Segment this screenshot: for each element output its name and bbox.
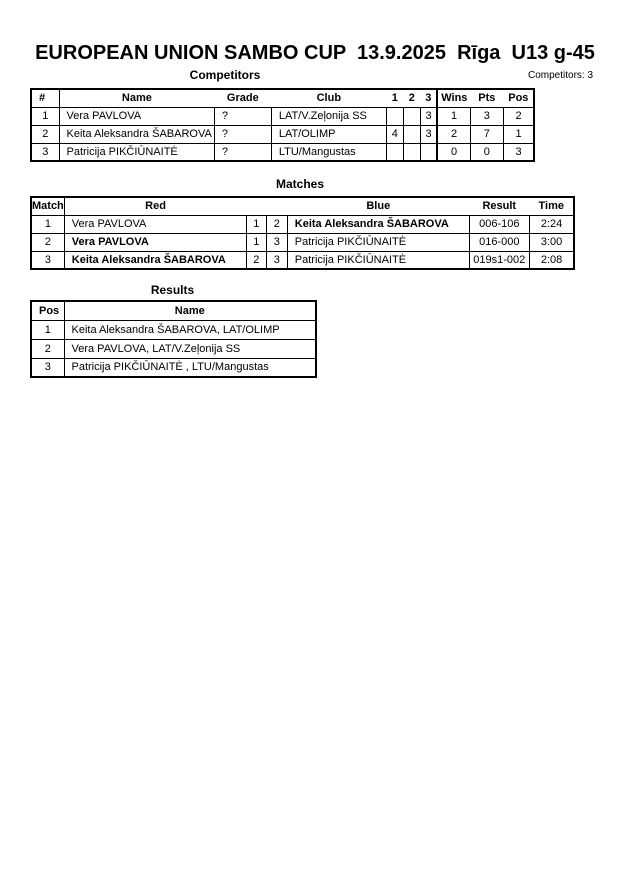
col-header-grade: Grade bbox=[214, 89, 271, 107]
blue-competitor: Patricija PIKČIŪNAITĖ bbox=[287, 233, 469, 251]
round2-score bbox=[403, 107, 420, 125]
competitor-num: 2 bbox=[31, 125, 59, 143]
red-competitor: Keita Aleksandra ŠABAROVA bbox=[64, 251, 246, 269]
col-header-round3: 3 bbox=[420, 89, 437, 107]
match-row bbox=[31, 233, 574, 251]
competitors-heading: Competitors bbox=[189, 68, 261, 82]
red-competitor-num: 1 bbox=[246, 215, 266, 233]
col-header-red: Red bbox=[64, 197, 246, 215]
round3-score bbox=[420, 143, 437, 161]
match-time: 2:24 bbox=[529, 215, 574, 233]
match-number: 1 bbox=[31, 215, 64, 233]
pts-value: 3 bbox=[470, 107, 503, 125]
match-time: 2:08 bbox=[529, 251, 574, 269]
results-heading: Results bbox=[150, 283, 195, 297]
col-header-round2: 2 bbox=[403, 89, 420, 107]
result-name: Vera PAVLOVA, LAT/V.Zeļonija SS bbox=[64, 339, 316, 358]
round1-score bbox=[386, 107, 403, 125]
match-row bbox=[31, 215, 574, 233]
result-pos: 2 bbox=[31, 339, 64, 358]
competitor-name: Keita Aleksandra ŠABAROVA bbox=[59, 125, 214, 143]
pos-value: 1 bbox=[503, 125, 534, 143]
page-title: EUROPEAN UNION SAMBO CUP 13.9.2025 Rīga U13 g-45 bbox=[35, 42, 595, 64]
results-header-row bbox=[31, 301, 316, 320]
col-header-pos: Pos bbox=[503, 89, 534, 107]
competitor-club: LAT/OLIMP bbox=[271, 125, 386, 143]
matches-header-row bbox=[31, 197, 574, 215]
competitor-grade: ? bbox=[214, 107, 271, 125]
match-result: 019s1-002 bbox=[469, 251, 529, 269]
results-table bbox=[30, 300, 317, 378]
red-competitor: Vera PAVLOVA bbox=[64, 215, 246, 233]
col-header-bluenum bbox=[266, 197, 287, 215]
competitor-grade: ? bbox=[214, 143, 271, 161]
col-header-name: Name bbox=[59, 89, 214, 107]
red-competitor: Vera PAVLOVA bbox=[64, 233, 246, 251]
col-header-pts: Pts bbox=[470, 89, 503, 107]
match-number: 3 bbox=[31, 251, 64, 269]
result-row bbox=[31, 320, 316, 339]
pts-value: 7 bbox=[470, 125, 503, 143]
round3-score: 3 bbox=[420, 107, 437, 125]
wins-value: 0 bbox=[437, 143, 470, 161]
pts-value: 0 bbox=[470, 143, 503, 161]
blue-competitor: Patricija PIKČIŪNAITĖ bbox=[287, 251, 469, 269]
result-pos: 1 bbox=[31, 320, 64, 339]
competitor-num: 1 bbox=[31, 107, 59, 125]
round1-score bbox=[386, 143, 403, 161]
blue-competitor: Keita Aleksandra ŠABAROVA bbox=[287, 215, 469, 233]
competitor-name: Patricija PIKČIŪNAITĖ bbox=[59, 143, 214, 161]
col-header-rednum bbox=[246, 197, 266, 215]
col-header-num: # bbox=[31, 89, 59, 107]
wins-value: 1 bbox=[437, 107, 470, 125]
red-competitor-num: 1 bbox=[246, 233, 266, 251]
col-header-club: Club bbox=[271, 89, 386, 107]
red-competitor-num: 2 bbox=[246, 251, 266, 269]
result-pos: 3 bbox=[31, 358, 64, 377]
competitor-row bbox=[31, 107, 534, 125]
pos-value: 3 bbox=[503, 143, 534, 161]
competitors-count-label: Competitors: 3 bbox=[528, 70, 594, 81]
competitor-club: LAT/V.Zeļonija SS bbox=[271, 107, 386, 125]
col-header-match: Match bbox=[31, 197, 64, 215]
pos-value: 2 bbox=[503, 107, 534, 125]
competitors-table bbox=[30, 88, 535, 162]
competitor-row bbox=[31, 143, 534, 161]
match-number: 2 bbox=[31, 233, 64, 251]
round3-score: 3 bbox=[420, 125, 437, 143]
col-header-time: Time bbox=[529, 197, 574, 215]
competitor-name: Vera PAVLOVA bbox=[59, 107, 214, 125]
col-header-result: Result bbox=[469, 197, 529, 215]
col-header-wins: Wins bbox=[437, 89, 470, 107]
match-result: 006-106 bbox=[469, 215, 529, 233]
blue-competitor-num: 2 bbox=[266, 215, 287, 233]
round2-score bbox=[403, 143, 420, 161]
round1-score: 4 bbox=[386, 125, 403, 143]
match-result: 016-000 bbox=[469, 233, 529, 251]
col-header-name: Name bbox=[64, 301, 316, 320]
round2-score bbox=[403, 125, 420, 143]
result-name: Patricija PIKČIŪNAITĖ , LTU/Mangustas bbox=[64, 358, 316, 377]
col-header-blue: Blue bbox=[287, 197, 469, 215]
match-row bbox=[31, 251, 574, 269]
col-header-round1: 1 bbox=[386, 89, 403, 107]
wins-value: 2 bbox=[437, 125, 470, 143]
matches-table bbox=[30, 196, 575, 270]
competitor-club: LTU/Mangustas bbox=[271, 143, 386, 161]
matches-heading: Matches bbox=[275, 177, 325, 191]
competitor-row bbox=[31, 125, 534, 143]
competitors-header-row bbox=[31, 89, 534, 107]
result-name: Keita Aleksandra ŠABAROVA, LAT/OLIMP bbox=[64, 320, 316, 339]
match-time: 3:00 bbox=[529, 233, 574, 251]
competitor-grade: ? bbox=[214, 125, 271, 143]
result-row bbox=[31, 358, 316, 377]
blue-competitor-num: 3 bbox=[266, 251, 287, 269]
blue-competitor-num: 3 bbox=[266, 233, 287, 251]
col-header-pos: Pos bbox=[31, 301, 64, 320]
result-row bbox=[31, 339, 316, 358]
competitor-num: 3 bbox=[31, 143, 59, 161]
